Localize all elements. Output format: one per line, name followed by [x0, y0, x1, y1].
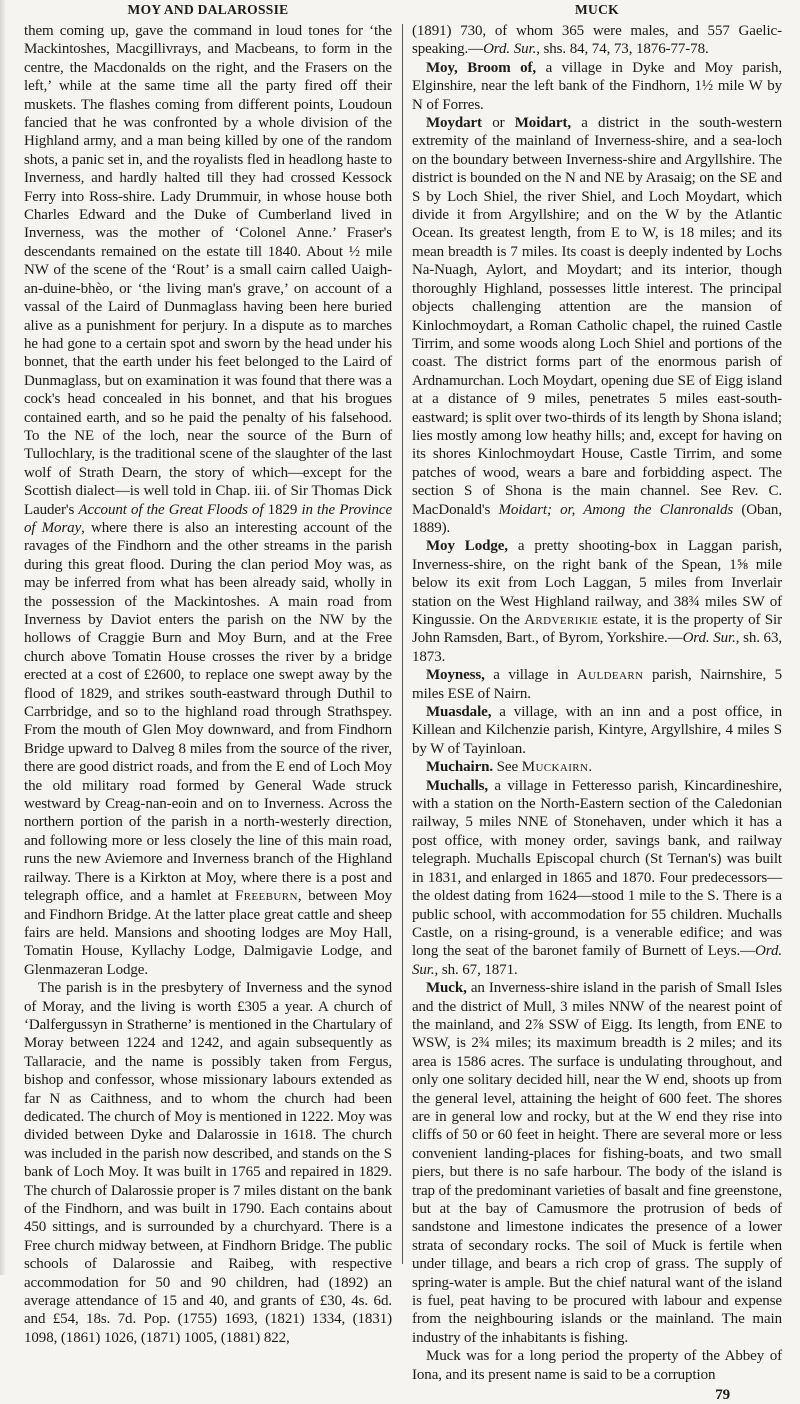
- paragraph: [412, 114, 782, 537]
- paragraph: [412, 758, 782, 776]
- paragraph: [412, 537, 782, 666]
- entry-headword: Moy Lodge,: [426, 538, 508, 555]
- page-number: 79: [715, 1387, 730, 1404]
- paragraph: [412, 666, 782, 703]
- text-run: The parish is in the presbytery of Inverness and the synod of Moray, and the living is worth £305 a year. A church of ‘Dalfergussyn in Stratherne’ is mentioned in the Chartulary of Moray between 1224 and 1242, and again subsequently as Tallaracie, and the name is possibly taken from Fergus, bishop and confessor, whose missionary labours extended as far N as Caithness, and to whom the church had been dedicated. The church of Moy is mentioned in 1222. Moy was divided between Dyke and Dalarossie in 1618. The church was included in the parish now described, and stands on the S bank of Loch Moy. It was built in 1765 and repaired in 1829. The church of Dalarossie proper is 7 miles distant on the bank of the Findhorn, and was built in 1790. Each contains about 450 sittings, and is surrounded by a churchyard. There is a Free church midway between, at Findhorn Bridge. The public schools of Dalarossie and Raibeg, with respective accommodation for 50 and 90 children, had (1892) an average attendance of 15 and 40, and grants of £30, 4s. 6d. and £54, 18s. 7d. Pop. (1755) 1693, (1821) 1334, (1831) 1098, (1861) 1026, (1871) 1005, (1881) 822,: [24, 980, 393, 1346]
- text-run: a village in Fetteresso parish, Kincardineshire, with a station on the North-Eastern section of the Caledonian railway, 5 miles NNE of Stonehaven, under which it has a post office, with money order, savings bank, and railway telegraph. Muchalls Episcopal church (St Ternan's) was built in 1831, and enlarged in 1865 and 1870. Four predecessors—the oldest dating from 1624—stood 1 mile to the S. There is a public school, with accommodation for 55 children. Muchalls Castle, on a rising-ground, is a venerable edifice; and was long the seat of the baronet family of Burnett of Leys.—: [412, 777, 782, 960]
- entry-headword: Muck,: [426, 980, 467, 997]
- entry-headword: Muchalls,: [426, 777, 489, 794]
- paragraph: [412, 22, 782, 59]
- text-run: (Oban, 1889).: [412, 501, 782, 536]
- italic-text: Ord. Sur.: [682, 630, 736, 647]
- text-run: Muck was for a long period the property of the Abbey of Iona, and its present name is said to be a corruption: [412, 1348, 782, 1383]
- entry-headword: Moy, Broom of,: [426, 59, 537, 76]
- paragraph: [412, 59, 782, 114]
- paragraph: [412, 703, 782, 758]
- text-run: them coming up, gave the command in loud tones for ‘the Mackintoshes, Macgillivrays, and Macbeans, to form in the centre, the Macdonalds on the right, and the Frasers on the left,’ while at the same time all the party fired off their muskets. The flashes coming from different points, Loudoun fancied that he was confronted by a whole division of the Highland army, and a man being killed by one of the random shots, a panic set in, and the royalists fled in headlong haste to Inverness, and hardly halted till they had crossed Kessock Ferry into Ross-shire. Lady Drummuir, in whose house both Charles Edward and the Duke of Cumberland lived in Inverness, was the mother of ‘Colonel Anne.’ Fraser's descendants remained on the estate till 1840. About ½ mile NW of the scene of the ‘Rout’ is a small cairn called Uaigh-an-duine-bhèo, or ‘the living man's grave,’ on account of a vassal of the Laird of Dunmaglass having been here buried alive as a punishment for perjury. In a dispute as to marches he had gone to a certain spot and sworn by the head under his bonnet, that the earth under his feet belonged to the Laird of Dunmaglass, but on examination it was found that there was a cock's head concealed in his bonnet, and that his brogues contained earth, and so he paid the penalty of his falsehood. To the NE of the loch, near the source of the Burn of Tullochlary, is the traditional scene of the slaughter of the last wolf of Strath Dearn, the story of which—except for the Scottish dialect—is well told in Chap. iii. of Sir Thomas Dick Lauder's: [24, 23, 392, 518]
- text-run: See: [493, 759, 522, 776]
- text-run: , between Moy and Findhorn Bridge. At the latter place great cattle and sheep fairs are held. Mansions and shooting lodges are Moy Hall, Tomatin House, Kyllachy Lodge, Dalmigavie Lodge, and Glenmazeran Lodge.: [24, 888, 392, 978]
- text-run: parish, Nairnshire, 5 miles ESE of Nairn.: [412, 667, 782, 702]
- text-run: estate, it is the property of Sir John Ramsden, Bart., of Byrom, Yorkshire.—: [412, 612, 782, 647]
- text-run: a district in the south-western extremity of the mainland of Inverness-shire, and a sea-loch on the boundary between Inverness-shire and Argyllshire. The district is bounded on the N and NE by Arasaig; on the SE and S by Loch Shiel, the river Shiel, and Loch Moydart, which divide it from Argyllshire; and on the W by the Atlantic Ocean. Its greatest length, from E to W, is 18 miles; and its mean breadth is 7 miles. Its coast is deeply indented by Lochs Na-Nuagh, Aylort, and Moydart; and its interior, though thoroughly Highland, possesses little interest. The principal objects challenging attention are the mansion of Kinlochmoydart, a Roman Catholic chapel, the ruined Castle Tirrim, and some woods along Loch Shiel and portions of the coast. The district forms part of the enormous parish of Ardnamurchan. Loch Moydart, opening due SE of Eigg island at a distance of 9 miles, penetrates 5 miles east-south-eastward; is split over two-thirds of its length by Shona island; lies mostly among low heathy hills; and, except for having on its shores Kinlochmoydart House, Castle Tirrim, and some patches of wood, wears a bare and forbidding aspect. The section S of Shona is the main channel. See Rev. C. MacDonald's: [412, 115, 782, 518]
- running-head-left: MOY AND DALAROSSIE: [127, 2, 289, 17]
- entry-headword: Muchairn.: [426, 759, 494, 776]
- entry-headword: Moyness,: [426, 667, 485, 684]
- small-caps-name: Freeburn: [234, 888, 298, 905]
- text-run: 1829: [263, 501, 302, 518]
- small-caps-name: Auldearn: [576, 667, 644, 684]
- text-run: , sh. 63, 1873.: [412, 630, 783, 665]
- text-run: a village, with an inn and a post office, in Killean and Kilchenzie parish, Kintyre, Argyllshire, 4 miles S by W of Tayinloan.: [412, 704, 782, 757]
- entry-headword: Moidart,: [514, 115, 572, 132]
- italic-text: Moidart; or, Among the Clanronalds: [498, 501, 734, 518]
- left-column: [24, 22, 392, 1347]
- text-run: an Inverness-shire island in the parish of Small Isles and the district of Mull, 3 miles NNW of the nearest point of the mainland, and 2⅞ SSW of Eigg. Its length, from ENE to WSW, is 2¾ miles; its maximum breadth is 2 miles; and its area is 1586 acres. The surface is undulating throughout, and only one solitary decided hill, near the W end, shoots up from the general level, attaining the height of 600 feet. The shores are in general low and rocky, but at the W end they rise into cliffs of 50 or 60 feet in height. There are several more or less convenient landing-places for fishing-boats, and two small piers, but there is no safe harbour. The body of the island is trap of the predominant varieties of basalt and fine greenstone, but at the bay of Camusmore the protrusion of beds of sandstone and limestone indicates the presence of a lower strata of secondary rocks. The soil of Muck is fertile when under tillage, and bears a rich crop of grass. The supply of spring-water is ample. But the chief natural want of the island is fuel, peat having to be procured with labour and expense from the neighbouring islands or the mainland. The main industry of the inhabitants is fishing.: [412, 980, 782, 1346]
- right-column-wrapper: [412, 22, 782, 1404]
- text-run: or: [481, 115, 515, 132]
- running-head-right: MUCK: [575, 2, 619, 17]
- paragraph: [412, 777, 782, 979]
- entry-headword: Moydart: [426, 115, 482, 132]
- paragraph: [24, 979, 392, 1347]
- paragraph: [412, 979, 782, 1347]
- text-run: .: [588, 759, 593, 776]
- right-column: [412, 22, 782, 1384]
- italic-text: Account of the Great Floods of: [78, 501, 264, 518]
- text-run: a village in: [484, 667, 577, 684]
- text-run: , shs. 84, 74, 73, 1876-77-78.: [536, 41, 709, 58]
- italic-text: in the Province of Moray: [24, 501, 393, 536]
- text-run: a village in Dyke and Moy parish, Elginshire, near the left bank of the Findhorn, 1½ mile W by N of Forres.: [412, 59, 782, 113]
- text-run: (1891) 730, of whom 365 were males, and 557 Gaelic-speaking.—: [412, 23, 782, 58]
- small-caps-name: Ardverikie: [524, 612, 599, 628]
- entry-headword: Muasdale,: [426, 704, 492, 721]
- small-caps-name: Muckairn: [521, 759, 589, 776]
- text-run: a pretty shooting-box in Laggan parish, Inverness-shire, on the right bank of the Spean, 1⅝ mile below its exit from Loch Laggan, 5 miles from Inverlair station on the West Highland railway, and 38¾ miles SW of Kingussie. On the: [412, 538, 782, 628]
- paragraph: [412, 1347, 782, 1384]
- column-divider: [402, 24, 403, 1264]
- text-run: , where there is also an interesting account of the ravages of the Findhorn and the other streams in the parish during this great flood. During the clan period Moy was, as may be inferred from what has been already said, wholly in the possession of the Mackintoshes. A main road from Inverness by Daviot enters the parish on the NW by the hollows of Craggie Burn and Moy Burn, and at the Free church above Tomatin House crosses the river by a bridge erected at a cost of £2600, to replace one swept away by the flood of 1829, and strikes south-eastward through Duthil to Carrbridge, and so to the highland road through Strathspey. From the mouth of Glen Moy downward, and from Findhorn Bridge upward to Dalveg 8 miles from the source of the river, there are good district roads, and from the E end of Loch Moy the old military road formed by General Wade struck westward by Creag-nan-eoin and on to Inverness. Across the northern portion of the parish in a north-westerly direction, and following more or less closely the line of this main road, runs the new Aviemore and Inverness branch of the Highland railway. There is a Kirkton at Moy, where there is a post and telegraph office, and a hamlet at: [24, 519, 392, 905]
- italic-text: Ord. Sur.: [412, 943, 782, 978]
- paragraph: [24, 22, 392, 979]
- page-edge-shadow: [0, 0, 6, 1275]
- text-run: , sh. 67, 1871.: [434, 961, 518, 978]
- italic-text: Ord. Sur.: [483, 41, 537, 58]
